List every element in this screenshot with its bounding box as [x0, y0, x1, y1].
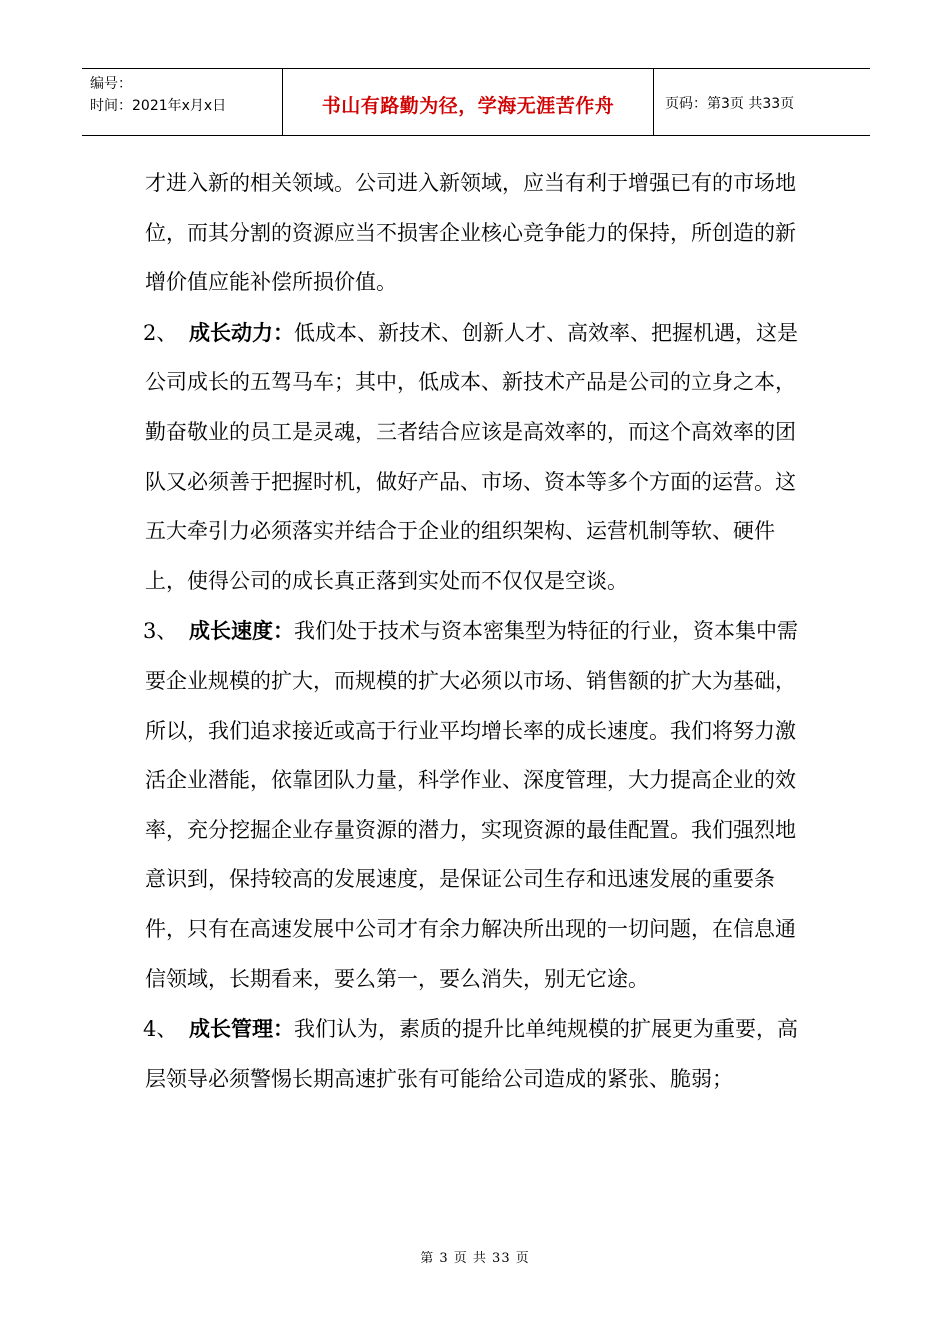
- item-text: 低成本、新技术、创新人才、高效率、把握机遇，这是公司成长的五驾马车；其中，低成本、新技术产品是公司的立身之本，勤奋敬业的员工是灵魂，三者结合应该是高效率的，而这个高效率的团队又必须善于把握时机，做好产品、市场、资本等多个方面的运营。这五大牵引力必须落实并结合于企业的组织架构、运营机制等软、硬件上，使得公司的成长真正落到实处而不仅仅是空谈。: [145, 320, 798, 593]
- header-meta: [82, 69, 282, 135]
- item-text: 我们认为，素质的提升比单纯规模的扩展更为重要，高层领导必须警惕长期高速扩张有可能给公司造成的紧张、脆弱；: [145, 1017, 798, 1091]
- document-date: 时间：2021年x月x日: [90, 98, 227, 114]
- page-header: [82, 68, 870, 136]
- list-item-growth-speed: [145, 606, 810, 1004]
- item-number: 3、: [143, 619, 178, 644]
- item-text: 我们处于技术与资本密集型为特征的行业，资本集中需要企业规模的扩大，而规模的扩大必须以市场、销售额的扩大为基础，所以，我们追求接近或高于行业平均增长率的成长速度。我们将努力激活企业潜能，依靠团队力量，科学作业、深度管理，大力提高企业的效率，充分挖掘企业存量资源的潜力，实现资源的最佳配置。我们强烈地意识到，保持较高的发展速度，是保证公司生存和迅速发展的重要条件，只有在高速发展中公司才有余力解决所出现的一切问题，在信息通信领域，长期看来，要么第一，要么消失，别无它途。: [145, 619, 798, 991]
- document-body: [145, 159, 810, 1104]
- item-number: 2、: [143, 320, 178, 345]
- header-motto: 书山有路勤为径，学海无涯苦作舟: [282, 69, 654, 135]
- list-item-growth-drivers: [145, 308, 810, 607]
- header-page-info: 页码：第3页 共33页: [665, 96, 795, 112]
- paragraph-intro: 才进入新的相关领域。公司进入新领域，应当有利于增强已有的市场地位，而其分割的资源应当不损害企业核心竞争能力的保持，所创造的新增价值应能补偿所损价值。: [145, 171, 796, 295]
- item-term: 成长速度：: [189, 618, 294, 644]
- item-term: 成长动力：: [189, 319, 294, 345]
- page-footer: 第 3 页 共 33 页: [420, 1251, 530, 1266]
- item-term: 成长管理：: [189, 1016, 294, 1042]
- item-number: 4、: [143, 1017, 178, 1042]
- list-item-growth-management: [145, 1004, 810, 1104]
- document-number-label: 编号：: [90, 76, 132, 92]
